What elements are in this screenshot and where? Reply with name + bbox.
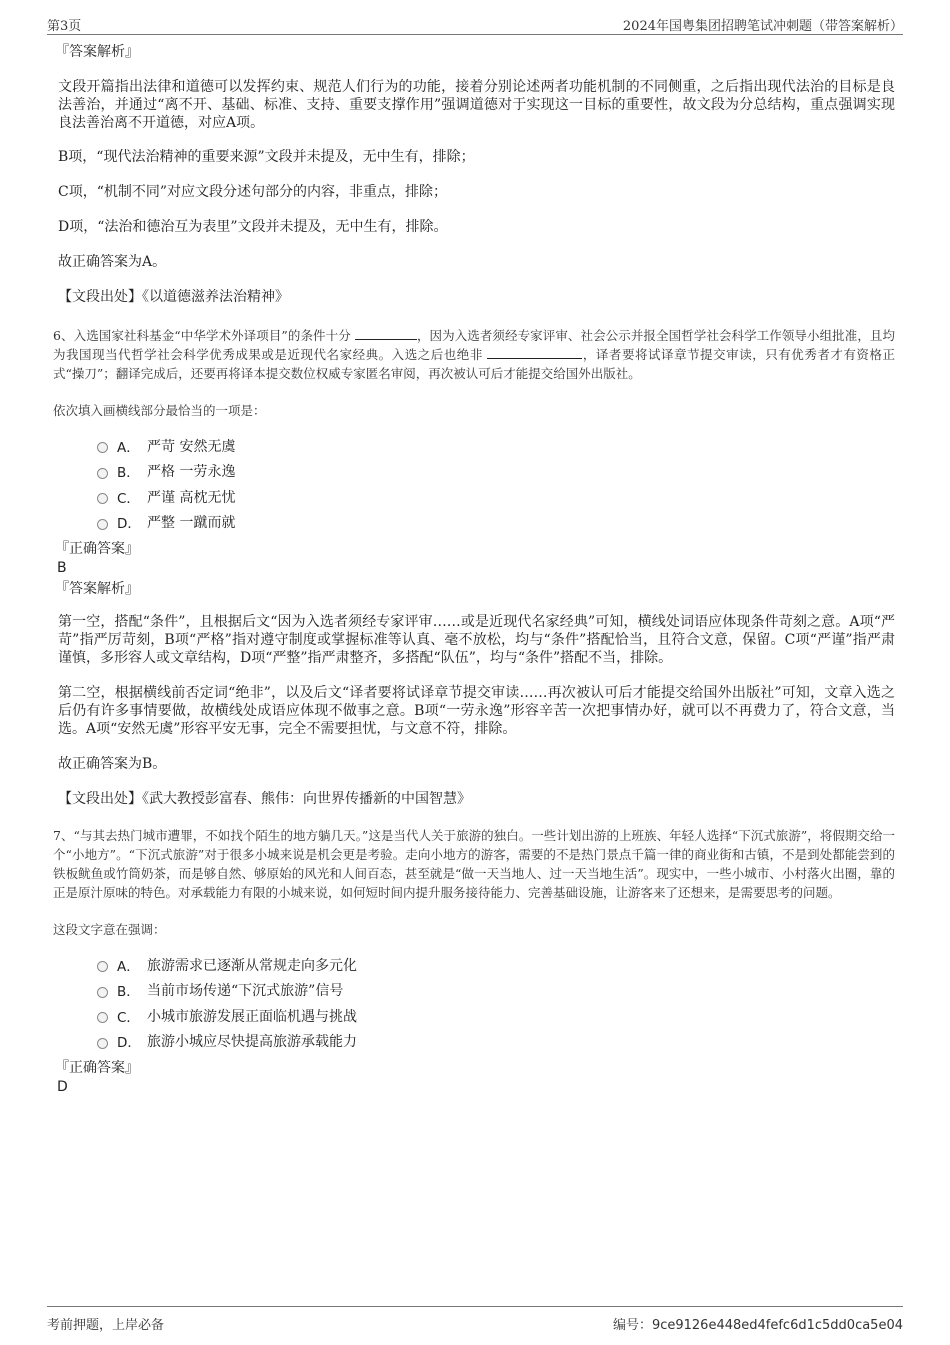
option-c[interactable]: C． 小城市旅游发展正面临机遇与挑战	[97, 1003, 905, 1029]
document-id: 编号：9ce9126e448ed4fefc6d1c5dd0ca5e04	[612, 1318, 903, 1333]
analysis-paragraph: C项，“机制不同”对应文段分述句部分的内容，非重点，排除；	[58, 184, 448, 200]
correct-answer-label: 『正确答案』	[55, 541, 139, 557]
radio-icon[interactable]	[97, 468, 108, 479]
page-footer	[47, 1306, 903, 1331]
analysis-paragraph: D项，“法治和德治互为表里”文段并未提及，无中生有，排除。	[58, 219, 448, 235]
question-6	[47, 326, 905, 808]
option-a[interactable]: A． 严苛 安然无虞	[97, 433, 905, 459]
option-d[interactable]: D． 旅游小城应尽快提高旅游承载能力	[97, 1029, 905, 1055]
radio-icon[interactable]	[97, 442, 108, 453]
analysis-label: 『答案解析』	[55, 44, 139, 60]
source-citation: 【文段出处】《武大教授彭富春、熊伟：向世界传播新的中国智慧》	[58, 791, 471, 807]
page-content	[47, 42, 905, 1096]
analysis-paragraph: B项，“现代法治精神的重要来源”文段并未提及，无中生有，排除；	[58, 149, 475, 165]
correct-answer-label: 『正确答案』	[55, 1060, 139, 1076]
page-header	[47, 12, 903, 35]
question-7	[47, 826, 905, 1096]
question-text: 6、入选国家社科基金“中华学术外译项目”的条件十分 ，因为入选者须经专家评审、社会公示并报全国哲学社会科学工作领导小组批准，且均为我国现当代哲学社会科学优秀成果或是近现代名家经典。入选之后也绝非 ，译者要将试译章节提交审读，只有优秀者才有资格正式“操刀”；翻译完成后，还要再将译本提交数位权威专家匿名审阅，再次被认可后才能提交给国外出版社。	[53, 328, 895, 381]
page-number: 第3页	[47, 19, 82, 34]
footer-slogan: 考前押题，上岸必备	[47, 1318, 165, 1333]
analysis-paragraph: 第一空，搭配“条件”，且根据后文“因为入选者须经专家评审……或是近现代名家经典”可知，横线处词语应体现条件苛刻之意。A项“严苛”指严厉苛刻，B项“严格”指对遵守制度或掌握标准等认真、毫不放松，均与“条件”搭配恰当，且符合文意，保留。C项“严谨”指严肃谨慎，多形容人或文章结构，D项“严整”指严肃整齐，多搭配“队伍”，均与“条件”搭配不当，排除。	[58, 614, 895, 666]
analysis-paragraph: 故正确答案为A。	[58, 254, 167, 270]
analysis-label: 『答案解析』	[55, 581, 139, 597]
analysis-paragraph: 故正确答案为B。	[58, 756, 167, 772]
analysis-section-1	[47, 42, 905, 306]
radio-icon[interactable]	[97, 493, 108, 504]
option-d[interactable]: D． 严整 一蹴而就	[97, 510, 905, 536]
fill-blank	[355, 327, 417, 340]
question-text: 7、“与其去热门城市遭罪，不如找个陌生的地方躺几天。”这是当代人关于旅游的独白。一些计划出游的上班族、年轻人选择“下沉式旅游”，将假期交给一个“小地方”。“下沉式旅游”对于很多小城来说是机会更是考验。走向小地方的游客，需要的不是热门景点千篇一律的商业街和古镇，不是到处都能尝到的铁板鱿鱼或竹筒奶茶，而是够自然、够原始的风光和人间百态，甚至就是“做一天当地人、过一天当地生活”。现实中，一些小城市、小村落火出圈，靠的正是原汁原味的特色。对承载能力有限的小城来说，如何短时间内提升服务接待能力、完善基础设施，让游客来了还想来，是需要思考的问题。	[53, 828, 895, 900]
question-prompt: 这段文字意在强调：	[53, 922, 166, 937]
fill-blank	[487, 346, 582, 359]
radio-icon[interactable]	[97, 1038, 108, 1049]
option-list	[97, 952, 905, 1054]
analysis-paragraph: 第二空，根据横线前否定词“绝非”，以及后文“译者要将试译章节提交审读……再次被认可后才能提交给国外出版社”可知，文章入选之后仍有许多事情要做，故横线处成语应体现不做事之意。B项“一劳永逸”形容辛苦一次把事情办好，就可以不再费力了，符合文意，当选。A项“安然无虞”形容平安无事，完全不需要担忧，与文意不符，排除。	[58, 685, 895, 737]
correct-answer: D	[57, 1079, 68, 1095]
option-b[interactable]: B． 严格 一劳永逸	[97, 459, 905, 485]
analysis-paragraph: 文段开篇指出法律和道德可以发挥约束、规范人们行为的功能，接着分别论述两者功能机制的不同侧重，之后指出现代法治的目标是良法善治，并通过“离不开、基础、标准、支持、重要支撑作用”强调道德对于实现这一目标的重要性，故文段为分总结构，重点强调实现良法善治离不开道德，对应A项。	[58, 79, 895, 131]
document-title: 2024年国粤集团招聘笔试冲刺题（带答案解析）	[622, 19, 903, 34]
option-b[interactable]: B． 当前市场传递“下沉式旅游”信号	[97, 978, 905, 1004]
radio-icon[interactable]	[97, 519, 108, 530]
question-prompt: 依次填入画横线部分最恰当的一项是：	[53, 403, 266, 418]
correct-answer: B	[57, 560, 67, 576]
radio-icon[interactable]	[97, 987, 108, 998]
option-list	[97, 433, 905, 535]
radio-icon[interactable]	[97, 1012, 108, 1023]
radio-icon[interactable]	[97, 961, 108, 972]
source-citation: 【文段出处】《以道德滋养法治精神》	[58, 289, 289, 305]
option-a[interactable]: A． 旅游需求已逐渐从常规走向多元化	[97, 952, 905, 978]
option-c[interactable]: C． 严谨 高枕无忧	[97, 484, 905, 510]
